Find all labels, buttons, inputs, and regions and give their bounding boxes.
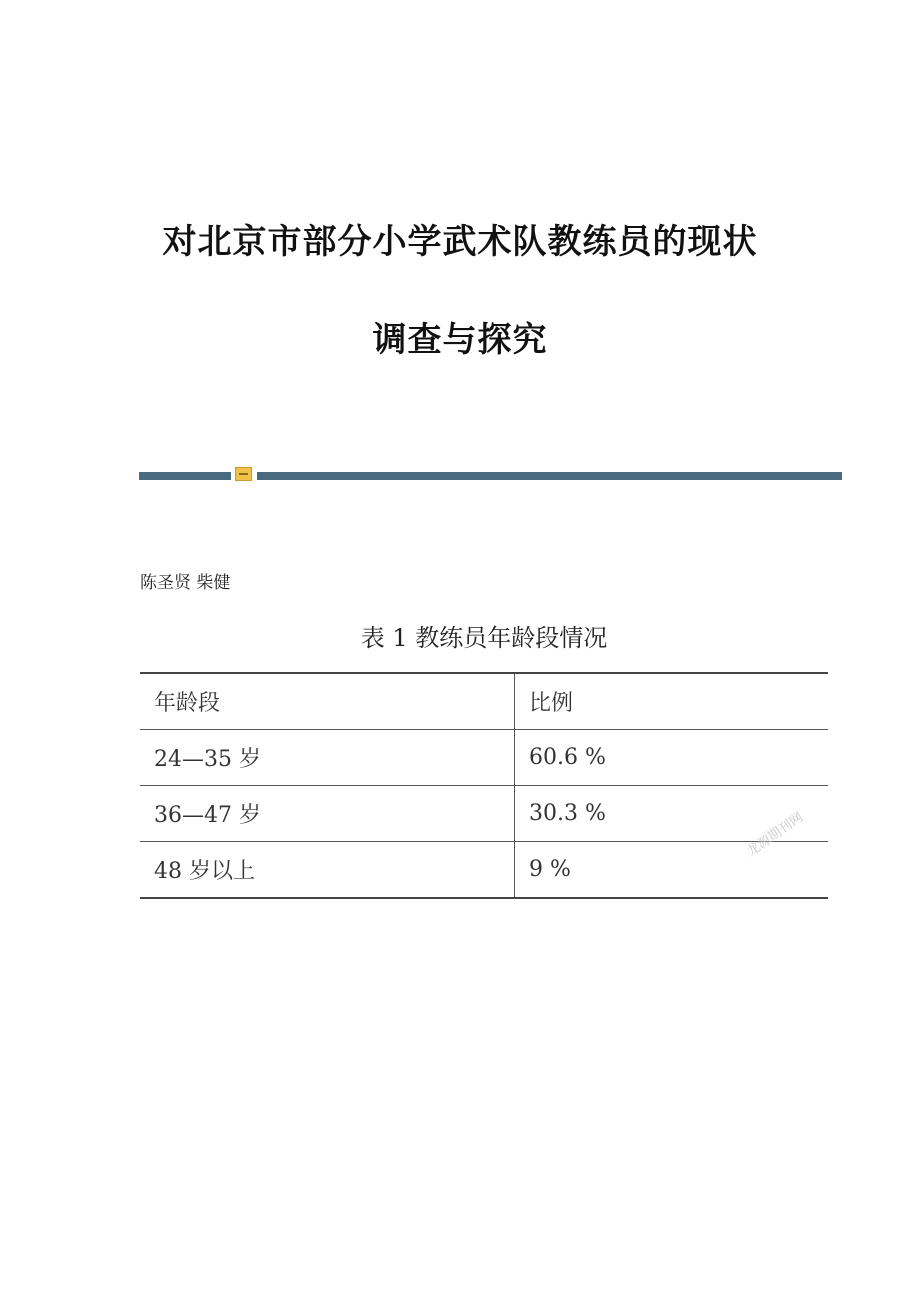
table-row — [140, 786, 828, 842]
cell-age-range: 48 岁以上 — [140, 842, 515, 899]
header-proportion: 比例 — [515, 673, 829, 730]
cell-age-range: 36—47 岁 — [140, 786, 515, 842]
cell-proportion: 60.6 % — [515, 730, 829, 786]
table-row — [140, 842, 828, 899]
cell-age-range: 24—35 岁 — [140, 730, 515, 786]
cell-proportion: 30.3 % — [515, 786, 829, 842]
title-divider — [139, 467, 842, 483]
divider-badge-icon — [235, 467, 252, 481]
header-age-range: 年龄段 — [140, 673, 515, 730]
watermark-text: 龙源期刊网 — [744, 809, 807, 860]
document-title-line-2: 调查与探究 — [372, 320, 548, 360]
authors-line: 陈圣贤 柴健 — [140, 573, 231, 593]
divider-bar-left — [139, 472, 231, 480]
document-title-line-1: 对北京市部分小学武术队教练员的现状 — [162, 222, 758, 262]
table-row — [140, 730, 828, 786]
age-distribution-table — [140, 672, 828, 899]
cell-proportion: 9 % — [515, 842, 829, 899]
table-header-row — [140, 673, 828, 730]
divider-bar-right — [257, 472, 842, 480]
table-caption: 表 1 教练员年龄段情况 — [360, 624, 608, 652]
